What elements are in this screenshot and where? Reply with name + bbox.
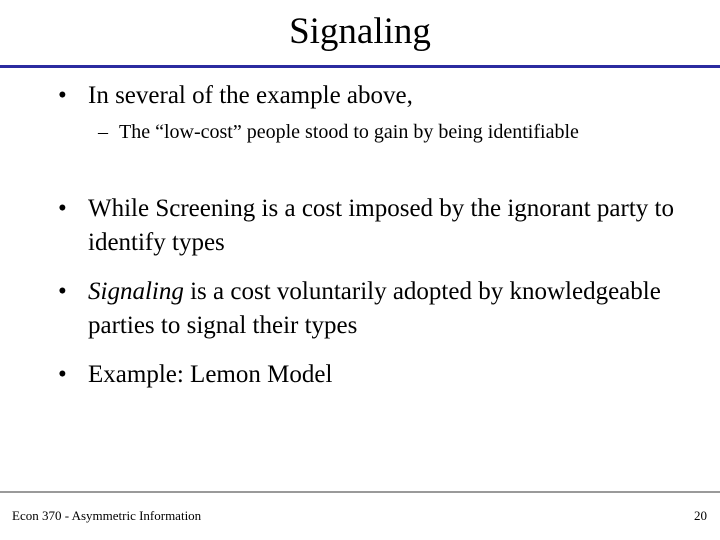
bullet-item [58,192,678,260]
slide-title: Signaling [289,11,431,52]
sub-bullet-marker: – [98,121,108,143]
sub-bullet-text: The “low-cost” people stood to gain by being identifiable [119,121,579,143]
bullet-text [58,275,678,343]
bullet-marker: • [58,195,67,222]
footer-page-number: 20 [694,508,707,523]
sub-bullet-item [98,119,618,146]
bullet-text-rest: is a cost voluntarily adopted by knowledgeable parties to signal their types [88,278,661,339]
bullet-text: In several of the example above, [88,82,413,109]
bullet-marker: • [58,82,67,109]
bullet-item [58,358,678,392]
title-divider [0,65,720,68]
bullet-marker: • [58,361,67,388]
bullet-text: While Screening is a cost imposed by the ignorant party to identify types [88,195,674,256]
emphasized-term: Signaling [88,278,184,305]
bullet-item [58,275,678,343]
bullet-item [58,79,678,113]
bullet-text: Example: Lemon Model [88,361,333,388]
bullet-marker: • [58,278,67,305]
footer-course-title: Econ 370 - Asymmetric Information [12,508,202,523]
footer-divider [0,491,720,493]
